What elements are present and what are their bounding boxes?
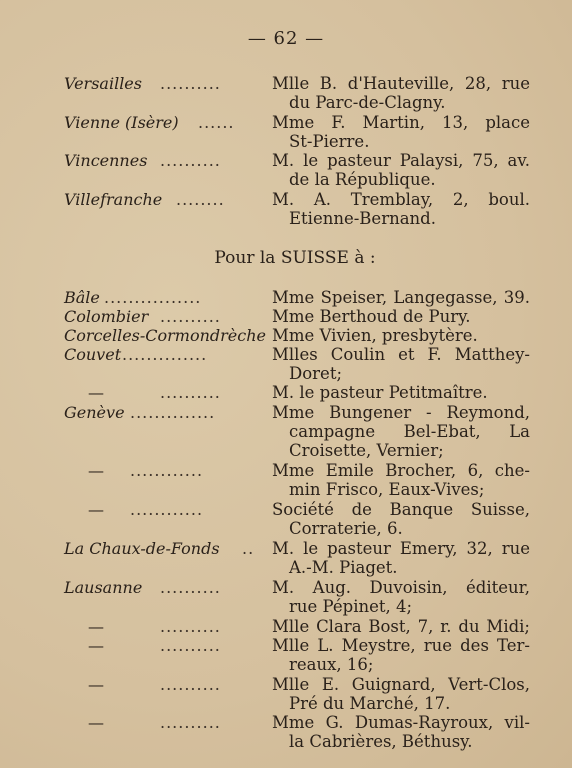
place-name: Colombier	[64, 307, 149, 326]
ditto-dash: —	[88, 500, 104, 519]
place-name: Versailles	[64, 74, 142, 93]
address-line-2: A.-M. Piaget.	[289, 558, 398, 577]
address-line-1: M. le pasteur Emery, 32, rue	[272, 539, 530, 558]
leader-dots: ..............	[130, 403, 216, 422]
address-line-2: Pré du Marché, 17.	[289, 694, 451, 713]
leader-dots: ..	[242, 539, 255, 558]
address-line-1: M. le pasteur Petitmaître.	[272, 383, 488, 402]
place-name: Couvet	[64, 345, 122, 364]
address-line-1: Mme Berthoud de Pury.	[272, 307, 471, 326]
leader-dots: ..........	[160, 383, 221, 402]
address-line-1: M. Aug. Duvoisin, éditeur,	[272, 578, 530, 597]
address-line-1: Mme Bungener - Reymond,	[272, 403, 530, 422]
place-name: Bâle	[64, 288, 100, 307]
address-line-2: du Parc-de-Clagny.	[289, 93, 446, 112]
place-name: Vincennes	[64, 151, 148, 170]
leader-dots: ..........	[160, 74, 221, 93]
address-line-2: St-Pierre.	[289, 132, 370, 151]
address-line-2: de la République.	[289, 170, 436, 189]
address-line-1: Mlle B. d'Hauteville, 28, rue	[272, 74, 530, 93]
ditto-dash: —	[88, 675, 104, 694]
leader-dots: ..........	[160, 307, 221, 326]
address-line-1: Mlle Clara Bost, 7, r. du Midi;	[272, 617, 530, 636]
address-line-1: Mme Emile Brocher, 6, che-	[272, 461, 530, 480]
ditto-dash: —	[88, 461, 104, 480]
ditto-dash: —	[88, 636, 104, 655]
ditto-dash: —	[88, 617, 104, 636]
place-name: Genève	[64, 403, 125, 422]
address-line-1: M. le pasteur Palaysi, 75, av.	[272, 151, 530, 170]
address-line-1: Mme G. Dumas-Rayroux, vil-	[272, 713, 530, 732]
leader-dots: ........	[176, 190, 225, 209]
address-line-2: la Cabrières, Béthusy.	[289, 732, 473, 751]
leader-dots: ......	[198, 113, 235, 132]
address-line-2: rue Pépinet, 4;	[289, 597, 413, 616]
leader-dots: ..........	[160, 151, 221, 170]
address-line-1: Mme F. Martin, 13, place	[272, 113, 530, 132]
leader-dots: ..............	[122, 345, 208, 364]
leader-dots: ................	[104, 288, 202, 307]
leader-dots: ..........	[160, 675, 221, 694]
address-line-1: M. A. Tremblay, 2, boul.	[272, 190, 530, 209]
leader-dots: ............	[130, 461, 204, 480]
leader-dots: ..........	[160, 617, 221, 636]
leader-dots: ..........	[160, 636, 221, 655]
place-name: Lausanne	[64, 578, 143, 597]
address-line-2: min Frisco, Eaux-Vives;	[289, 480, 485, 499]
address-line-3: Croisette, Vernier;	[289, 441, 444, 460]
address-line-2: Corraterie, 6.	[289, 519, 403, 538]
address-line-2: Etienne-Bernand.	[289, 209, 436, 228]
page-number: — 62 —	[247, 28, 325, 49]
address-line-2: reaux, 16;	[289, 655, 374, 674]
place-name: Villefranche	[64, 190, 163, 209]
ditto-dash: —	[88, 713, 104, 732]
place-name: La Chaux-de-Fonds	[64, 539, 220, 558]
address-line-1: Mlles Coulin et F. Matthey-	[272, 345, 530, 364]
address-line-1: Mme Speiser, Langegasse, 39.	[272, 288, 530, 307]
leader-dots: ............	[130, 500, 204, 519]
ditto-dash: —	[88, 383, 104, 402]
place-name: Corcelles-Cormondrèche	[64, 326, 266, 345]
address-line-2: campagne Bel-Ebat, La	[289, 422, 530, 441]
place-name: Vienne (Isère)	[64, 113, 179, 132]
leader-dots: ..........	[160, 713, 221, 732]
leader-dots: ..........	[160, 578, 221, 597]
section-heading: Pour la SUISSE à :	[214, 248, 376, 268]
address-line-1: Mlle E. Guignard, Vert-Clos,	[272, 675, 530, 694]
address-line-1: Mlle L. Meystre, rue des Ter-	[272, 636, 530, 655]
address-line-1: Société de Banque Suisse,	[272, 500, 530, 519]
address-line-2: Doret;	[289, 364, 343, 383]
address-line-1: Mme Vivien, presbytère.	[272, 326, 478, 345]
